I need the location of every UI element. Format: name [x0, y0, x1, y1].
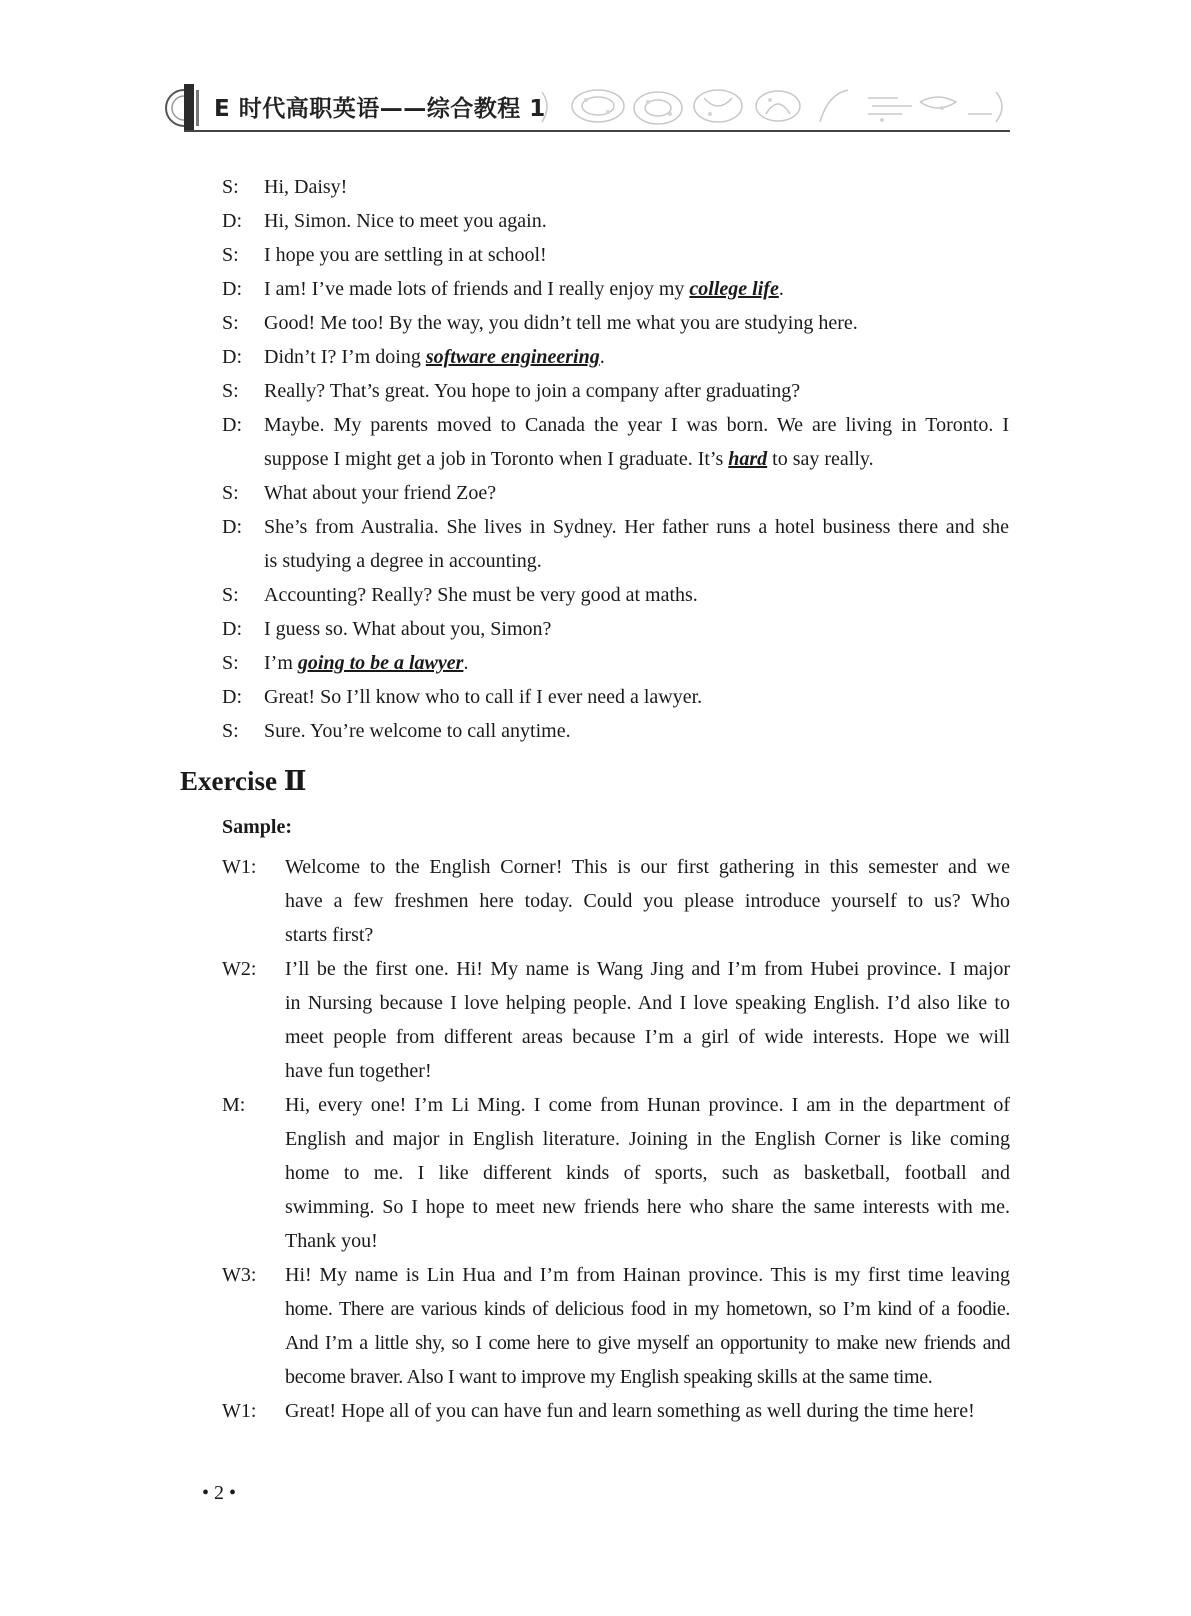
answer-highlight: college life: [689, 278, 779, 300]
speaker-label: D:: [222, 278, 242, 300]
line-text: become braver. Also I want to improve my English speaking skills at the same time.: [285, 1366, 933, 1388]
speaker-label: D:: [222, 618, 242, 640]
speaker-label: D:: [222, 346, 242, 368]
line-text: What about your friend Zoe?: [264, 482, 497, 504]
speaker-label: S:: [222, 176, 239, 198]
line-text: suppose I might get a job in Toronto when I graduate. It’s hard to say really.: [264, 448, 874, 470]
page-number: • 2 •: [202, 1482, 237, 1504]
line-text: Hi, Simon. Nice to meet you again.: [264, 210, 547, 232]
line-text: home. There are various kinds of delicious food in my hometown, so I’m kind of a foodie.: [285, 1298, 1010, 1320]
line-text: I hope you are settling in at school!: [264, 244, 547, 266]
line-text: have a few freshmen here today. Could you please introduce yourself to us? Who: [285, 890, 1010, 912]
speaker-label: D:: [222, 516, 242, 538]
line-text: Good! Me too! By the way, you didn’t tell me what you are studying here.: [264, 312, 858, 334]
sample-label: Sample:: [222, 816, 292, 838]
speaker-label: D:: [222, 686, 242, 708]
line-text: Thank you!: [285, 1230, 378, 1252]
line-text: I’m going to be a lawyer.: [264, 652, 469, 674]
speaker-label: S:: [222, 720, 239, 742]
speaker-label: D:: [222, 210, 242, 232]
speaker-label: M:: [222, 1094, 246, 1116]
line-text: Great! Hope all of you can have fun and learn something as well during the time here!: [285, 1400, 975, 1422]
line-text: Hi! My name is Lin Hua and I’m from Hainan province. This is my first time leaving: [285, 1264, 1010, 1286]
line-text: English and major in English literature. Joining in the English Corner is like coming: [285, 1128, 1010, 1150]
speaker-label: D:: [222, 414, 242, 436]
line-text: I’ll be the first one. Hi! My name is Wang Jing and I’m from Hubei province. I major: [285, 958, 1010, 980]
line-text: Great! So I’ll know who to call if I ever need a lawyer.: [264, 686, 703, 708]
speaker-label: S:: [222, 380, 239, 402]
speaker-label: S:: [222, 482, 239, 504]
speaker-label: W3:: [222, 1264, 257, 1286]
speaker-label: W1:: [222, 856, 257, 878]
line-text: home to me. I like different kinds of sports, such as basketball, football and: [285, 1162, 1010, 1184]
line-text: She’s from Australia. She lives in Sydney. Her father runs a hotel business there and she: [264, 516, 1009, 538]
line-text: Sure. You’re welcome to call anytime.: [264, 720, 571, 742]
exercise-heading: Exercise Ⅱ: [180, 766, 307, 796]
line-text: I guess so. What about you, Simon?: [264, 618, 552, 640]
line-text: Hi, every one! I’m Li Ming. I come from Hunan province. I am in the department of: [285, 1094, 1010, 1116]
line-text: swimming. So I hope to meet new friends here who share the same interests with me.: [285, 1196, 1010, 1218]
line-text: Didn’t I? I’m doing software engineering.: [264, 346, 605, 368]
answer-highlight: going to be a lawyer: [297, 652, 464, 674]
header-title: E 时代高职英语——综合教程 1: [214, 96, 546, 122]
line-text: is studying a degree in accounting.: [264, 550, 542, 572]
line-text: Accounting? Really? She must be very good at maths.: [264, 584, 698, 606]
speaker-label: S:: [222, 652, 239, 674]
speaker-label: S:: [222, 244, 239, 266]
header-bar-thin: [196, 90, 199, 126]
line-text: starts first?: [285, 924, 374, 946]
line-text: have fun together!: [285, 1060, 432, 1082]
line-text: meet people from different areas because I’m a girl of wide interests. Hope we will: [285, 1026, 1010, 1048]
header-bar: [184, 84, 194, 130]
header-decoration-pattern: [538, 84, 1008, 130]
line-text: Welcome to the English Corner! This is our first gathering in this semester and we: [285, 856, 1010, 878]
line-text: I am! I’ve made lots of friends and I really enjoy my college life.: [264, 278, 784, 300]
line-text: And I’m a little shy, so I come here to give myself an opportunity to make new friends and: [285, 1332, 1010, 1354]
speaker-label: W2:: [222, 958, 257, 980]
answer-highlight: hard: [728, 448, 768, 470]
line-text: Really? That’s great. You hope to join a company after graduating?: [264, 380, 801, 402]
speaker-label: W1:: [222, 1400, 257, 1422]
line-text: in Nursing because I love helping people. And I love speaking English. I’d also like to: [285, 992, 1010, 1014]
line-text: Hi, Daisy!: [264, 176, 348, 198]
answer-highlight: software engineering: [425, 346, 600, 368]
speaker-label: S:: [222, 312, 239, 334]
line-text: Maybe. My parents moved to Canada the year I was born. We are living in Toronto. I: [264, 414, 1009, 436]
running-header: [158, 84, 1010, 134]
speaker-label: S:: [222, 584, 239, 606]
header-rule: [184, 130, 1010, 132]
